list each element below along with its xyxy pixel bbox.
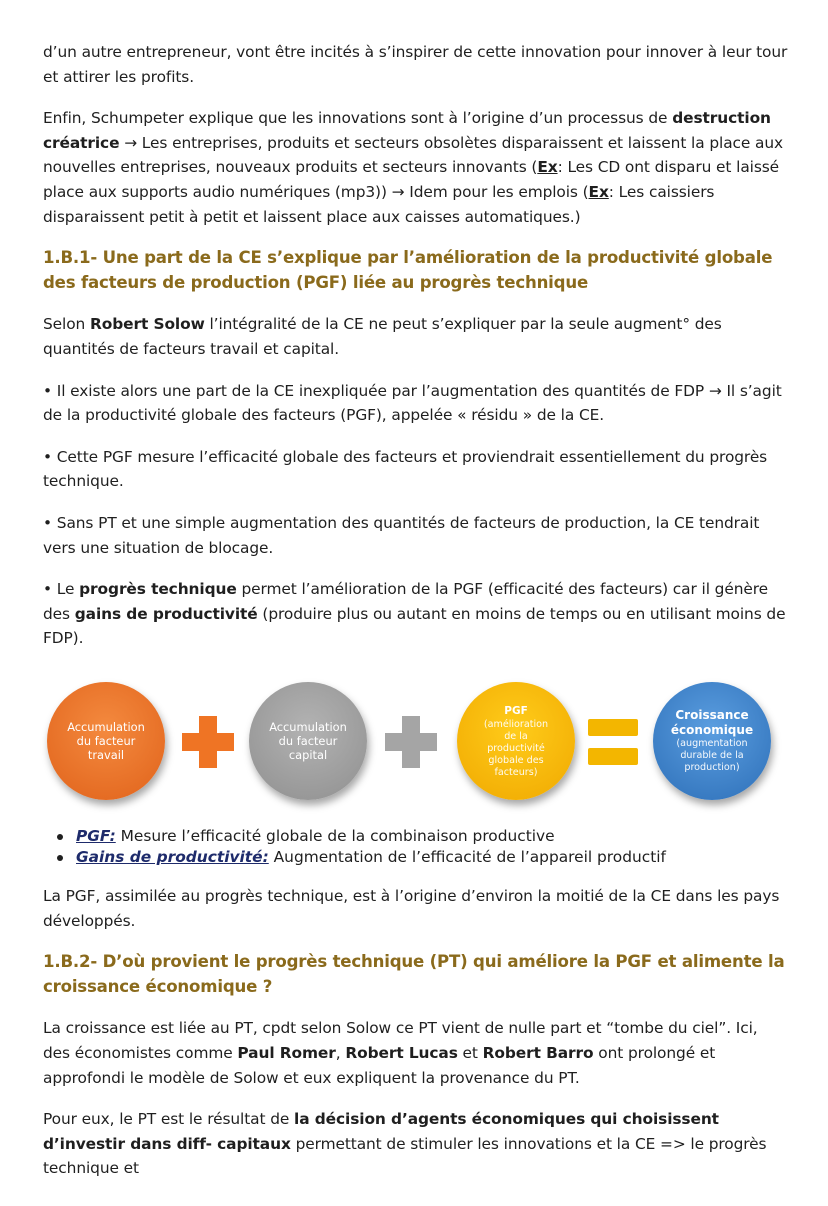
example-label: Ex [588, 182, 609, 201]
plus-icon [182, 716, 234, 768]
section-heading-1b2: 1.B.2- D’où provient le progrès technique (PT) qui améliore la PGF et alimente la croissance économique ? [43, 952, 785, 996]
equals-icon [588, 719, 638, 765]
definitions-list [43, 826, 788, 868]
list-item: Gains de productivité: Augmentation de l’efficacité de l’appareil productif [43, 847, 788, 868]
paragraph-residu: • Il existe alors une part de la CE inexpliquée par l’augmentation des quantités de FDP → Il s’agit de la productivité globale des facteurs (PGF), appelée « résidu » de la CE. [43, 381, 782, 425]
circle-capital: Accumulation du facteur capital [249, 682, 367, 800]
term-destruction-creatrice: destruction créatrice [43, 109, 771, 152]
name-robert-solow: Robert Solow [89, 315, 205, 334]
paragraph-solow: Selon Robert Solow l’intégralité de la CE ne peut s’expliquer par la seule augment° des quantités de facteurs travail et capital. [43, 315, 722, 358]
paragraph-blocage: • Sans PT et une simple augmentation des quantités de facteurs de production, la CE tendrait vers une situation de blocage. [43, 513, 760, 557]
example-label: Ex [537, 158, 558, 177]
paragraph-entrepreneur: d’un autre entrepreneur, vont être incités à s’inspirer de cette innovation pour innover à leur tour et attirer les profits. [43, 43, 788, 86]
document-page-lower [43, 826, 788, 1181]
circle-travail: Accumulation du facteur travail [47, 682, 165, 800]
paragraph-agents-economiques: Pour eux, le PT est le résultat de la décision d’agents économiques qui choisissent d’investir dans diff- capitaux permettant de stimuler les innovations et la CE => le progrès technique et [43, 1110, 767, 1178]
document-page [43, 40, 788, 668]
paragraph-destruction-creatrice: Enfin, Schumpeter explique que les innovations sont à l’origine d’un processus de destruction créatrice → Les entreprises, produits et secteurs obsolètes disparaissent et laissent la place aux nouvelles entreprises, nouveaux produits et secteurs innovants (Ex: Les CD ont disparu et laissé place aux supports audio numériques (mp3)) → Idem pour les emplois (Ex: Les caissiers disparaissent petit à petit et laissent place aux caisses automatiques.) [43, 109, 784, 226]
circle-croissance: Croissance économique (augmentation durable de la production) [653, 682, 771, 800]
paragraph-progres-technique: • Le progrès technique permet l’amélioration de la PGF (efficacité des facteurs) car il génère des gains de productivité (produire plus ou autant en moins de temps ou en utilisant moins de FDP). [43, 580, 786, 648]
section-heading-1b1: 1.B.1- Une part de la CE s’explique par l’amélioration de la productivité globale des facteurs de production (PGF) liée au progrès technique [43, 248, 773, 292]
paragraph-pgf-mesure: • Cette PGF mesure l’efficacité globale des facteurs et proviendrait essentiellement du progrès technique. [43, 447, 768, 491]
growth-equation-diagram [43, 678, 783, 808]
circle-pgf: PGF (amélioration de la productivité globale des facteurs) [457, 682, 575, 800]
bullet-icon [57, 834, 63, 840]
plus-icon [385, 716, 437, 768]
paragraph-pgf-moitie: La PGF, assimilée au progrès technique, est à l’origine d’environ la moitié de la CE dans les pays développés. [43, 887, 780, 930]
bullet-icon [57, 855, 63, 861]
paragraph-economistes: La croissance est liée au PT, cpdt selon Solow ce PT vient de nulle part et “tombe du ciel”. Ici, des économistes comme Paul Romer, Robert Lucas et Robert Barro ont prolongé et approfondi le modèle de Solow et eux expliquent la provenance du PT. [43, 1019, 758, 1087]
list-item: PGF: Mesure l’efficacité globale de la combinaison productive [43, 826, 788, 847]
